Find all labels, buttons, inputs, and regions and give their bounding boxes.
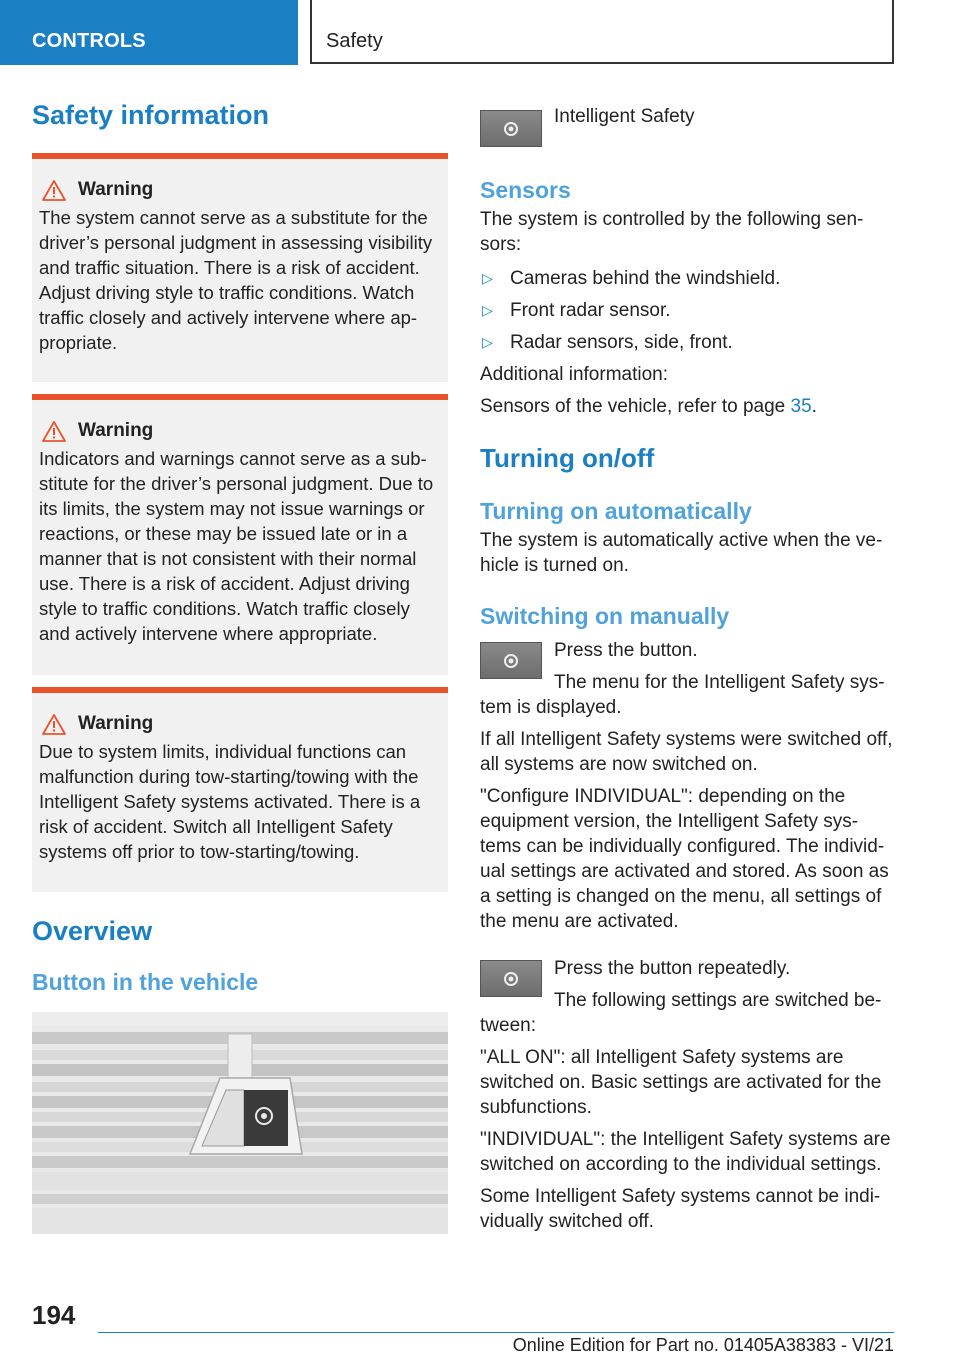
chapter-header	[310, 0, 894, 64]
intelligent-safety-button-icon	[480, 960, 542, 997]
press-button-text: Press the button.	[554, 640, 698, 661]
intelligent-safety-button-icon	[480, 642, 542, 679]
following-settings-text: The following settings are switched be‐ tween:	[480, 990, 882, 1036]
list-item: ▷ Front radar sensor.	[482, 300, 671, 321]
sensors-heading: Sensors	[480, 177, 571, 203]
sensors-intro: The system is controlled by the following sen‐ sors:	[480, 209, 864, 255]
warning-box	[32, 153, 448, 382]
vehicle-button-photo	[32, 1012, 448, 1234]
warning-text: Due to system limits, individual functions can malfunction during tow-starting/towing with the Intelligent Safety systems activated. There is a risk of accident. Switch all Intelligent Safety systems off prior to tow-starting/towing.	[39, 741, 421, 862]
additional-info: Additional information:	[480, 364, 668, 385]
warning-triangle-icon	[42, 421, 66, 442]
press-repeatedly-text: Press the button repeatedly.	[554, 958, 791, 979]
chapter-label: Safety	[326, 30, 383, 52]
warning-box	[32, 394, 448, 675]
individual-text: "INDIVIDUAL": the Intelligent Safety systems are switched on according to the individual settings.	[480, 1129, 891, 1175]
sensors-reference: Sensors of the vehicle, refer to page 35.	[480, 396, 817, 417]
overview-heading: Overview	[32, 916, 153, 946]
menu-displayed-text: The menu for the Intelligent Safety sys‐ tem is displayed.	[480, 672, 885, 718]
left-column	[32, 100, 448, 1234]
footer-divider	[98, 1332, 894, 1333]
bullet-triangle-icon: ▷	[482, 302, 493, 318]
warning-box	[32, 687, 448, 892]
bullet-triangle-icon: ▷	[482, 334, 493, 350]
warning-title: Warning	[78, 179, 154, 200]
button-in-vehicle-heading: Button in the vehicle	[32, 969, 259, 995]
warning-title: Warning	[78, 420, 154, 441]
warning-text: The system cannot serve as a substitute for the driver’s personal judgment in assessing visibility and traffic situation. There is a risk of accident. Adjust driving style to traffic conditions. Watch traffic closely and actively intervene where ap‐ propriate.	[39, 207, 433, 353]
section-tab	[0, 0, 298, 65]
section-title: Safety information	[32, 100, 270, 130]
intelligent-safety-button-icon	[480, 110, 542, 147]
page-number: 194	[32, 1300, 76, 1330]
bullet-triangle-icon: ▷	[482, 270, 493, 286]
warning-title: Warning	[78, 713, 154, 734]
configure-text: "Configure INDIVIDUAL": depending on the equipment version, the Intelligent Safety sys‐ tems can be individually configured. The individ‐ ual settings are activated and stored. As soon as a setting is changed on the menu, all settings of the menu are activated.	[480, 786, 889, 932]
right-column	[480, 100, 895, 1234]
warning-triangle-icon	[42, 714, 66, 735]
some-systems-text: Some Intelligent Safety systems cannot be indi‐ vidually switched off.	[480, 1186, 881, 1232]
auto-text: The system is automatically active when the ve‐ hicle is turned on.	[480, 530, 883, 576]
switching-on-manually-heading: Switching on manually	[480, 603, 730, 629]
warning-triangle-icon	[42, 180, 66, 201]
all-switched-text: If all Intelligent Safety systems were switched off, all systems are now switched on.	[480, 729, 893, 775]
list-item: ▷ Radar sensors, side, front.	[482, 332, 733, 353]
section-label: CONTROLS	[32, 30, 146, 52]
all-on-text: "ALL ON": all Intelligent Safety systems are switched on. Basic settings are activated for the subfunctions.	[480, 1047, 882, 1118]
page-link[interactable]: 35	[790, 396, 812, 417]
turning-on-automatically-heading: Turning on automatically	[480, 498, 752, 524]
edition-text: Online Edition for Part no. 01405A38383 - VI/21	[512, 1335, 894, 1355]
icon-caption: Intelligent Safety	[554, 106, 695, 127]
turning-on-off-heading: Turning on/off	[480, 443, 655, 473]
list-item: ▷ Cameras behind the windshield.	[482, 268, 781, 289]
warning-text: Indicators and warnings cannot serve as a sub‐ stitute for the driver’s personal judgment. Due to its limits, the system may not issue warnings or reactions, or these may be issued late or in a manner that is not consistent with their normal use. There is a risk of accident. Adjust driving style to traffic conditions. Watch traffic closely and actively intervene where appropriate.	[39, 448, 434, 644]
